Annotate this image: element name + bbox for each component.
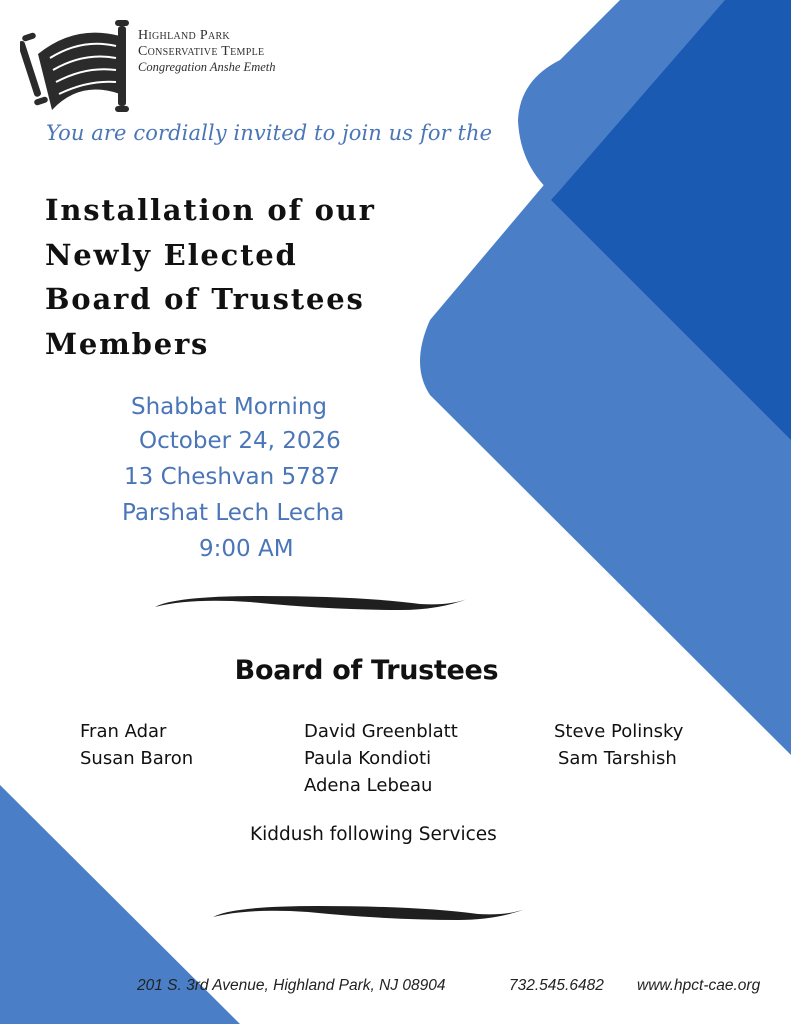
board-member: Steve Polinsky — [554, 721, 684, 742]
board-member: Fran Adar — [80, 721, 167, 742]
event-title — [45, 188, 376, 366]
title-line: Installation of our — [45, 193, 376, 227]
event-hebrew-date: 13 Cheshvan 5787 — [124, 464, 341, 490]
footer-phone: 732.545.6482 — [509, 977, 604, 994]
title-line: Newly Elected — [45, 237, 298, 272]
kiddush-note: Kiddush following Services — [250, 824, 497, 845]
board-heading: Board of Trustees — [234, 655, 499, 686]
footer-website: www.hpct-cae.org — [637, 977, 761, 994]
title-line: Members — [45, 326, 210, 361]
event-date: October 24, 2026 — [139, 428, 341, 454]
board-member: Paula Kondioti — [304, 748, 432, 769]
footer-address: 201 S. 3rd Avenue, Highland Park, NJ 08904 — [137, 977, 446, 994]
swoosh-divider-2 — [213, 906, 528, 920]
event-day: Shabbat Morning — [131, 394, 328, 420]
organization-name-line1: Highland Park — [138, 28, 230, 43]
event-time: 9:00 AM — [199, 536, 294, 562]
event-parsha: Parshat Lech Lecha — [122, 500, 345, 526]
board-member: Sam Tarshish — [558, 748, 677, 769]
board-member: David Greenblatt — [304, 721, 458, 742]
board-member: Susan Baron — [80, 748, 194, 769]
torah-scroll-icon — [20, 14, 135, 119]
invitation-intro: You are cordially invited to join us for the — [46, 121, 493, 145]
title-line: Board of Trustees — [45, 282, 365, 316]
swoosh-divider-1 — [155, 596, 470, 610]
organization-logo-text — [138, 28, 276, 75]
board-member: Adena Lebeau — [304, 775, 433, 796]
organization-name-line2: Conservative Temple — [138, 44, 265, 59]
congregation-name: Congregation Anshe Emeth — [138, 60, 276, 74]
